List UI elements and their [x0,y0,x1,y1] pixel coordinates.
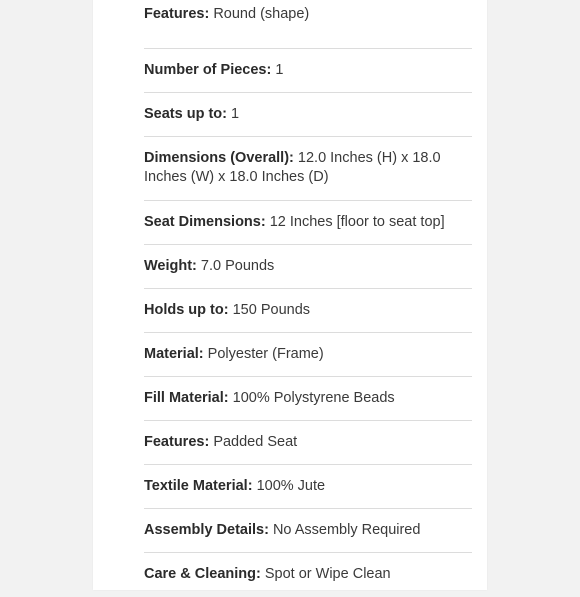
spec-value: 1 [275,62,284,78]
spec-value: 12.0 Inches (H) x 18.0 Inches (W) x 18.0 Inches (D) [144,150,441,185]
spec-label: Features: [144,434,210,450]
spec-label: Care & Cleaning: [144,566,261,582]
spec-row-weight [144,245,472,289]
specifications-list [144,5,472,597]
spec-value: 100% Jute [256,478,326,494]
spec-label: Number of Pieces: [144,62,272,78]
spec-row-material [144,333,472,377]
spec-row-assembly-details [144,509,472,553]
spec-value: No Assembly Required [272,522,421,538]
spec-row-seats-up-to [144,93,472,137]
spec-value: Spot or Wipe Clean [264,566,391,582]
spec-label: Seats up to: [144,106,227,122]
spec-row-care-cleaning [144,553,472,597]
spec-row-dimensions-overall [144,137,472,201]
spec-value: Polyester (Frame) [207,346,324,362]
spec-label: Seat Dimensions: [144,214,266,230]
spec-label: Assembly Details: [144,522,269,538]
spec-label: Weight: [144,258,197,274]
spec-label: Fill Material: [144,390,229,406]
spec-row-seat-dimensions [144,201,472,245]
spec-label: Textile Material: [144,478,253,494]
spec-label: Features: [144,6,210,22]
spec-row-textile-material [144,465,472,509]
spec-row-fill-material [144,377,472,421]
spec-row-number-of-pieces [144,49,472,93]
spec-value: Round (shape) [213,6,310,22]
spec-value: 1 [231,106,240,122]
spec-row-features-shape [144,5,472,49]
spec-label: Material: [144,346,204,362]
spec-value: Padded Seat [213,434,298,450]
spec-value: 100% Polystyrene Beads [232,390,395,406]
spec-value: 150 Pounds [232,302,311,318]
spec-value: 12 Inches [floor to seat top] [269,214,445,230]
spec-label: Dimensions (Overall): [144,150,294,166]
spec-label: Holds up to: [144,302,229,318]
spec-row-features-seat [144,421,472,465]
spec-value: 7.0 Pounds [200,258,275,274]
spec-row-holds-up-to [144,289,472,333]
